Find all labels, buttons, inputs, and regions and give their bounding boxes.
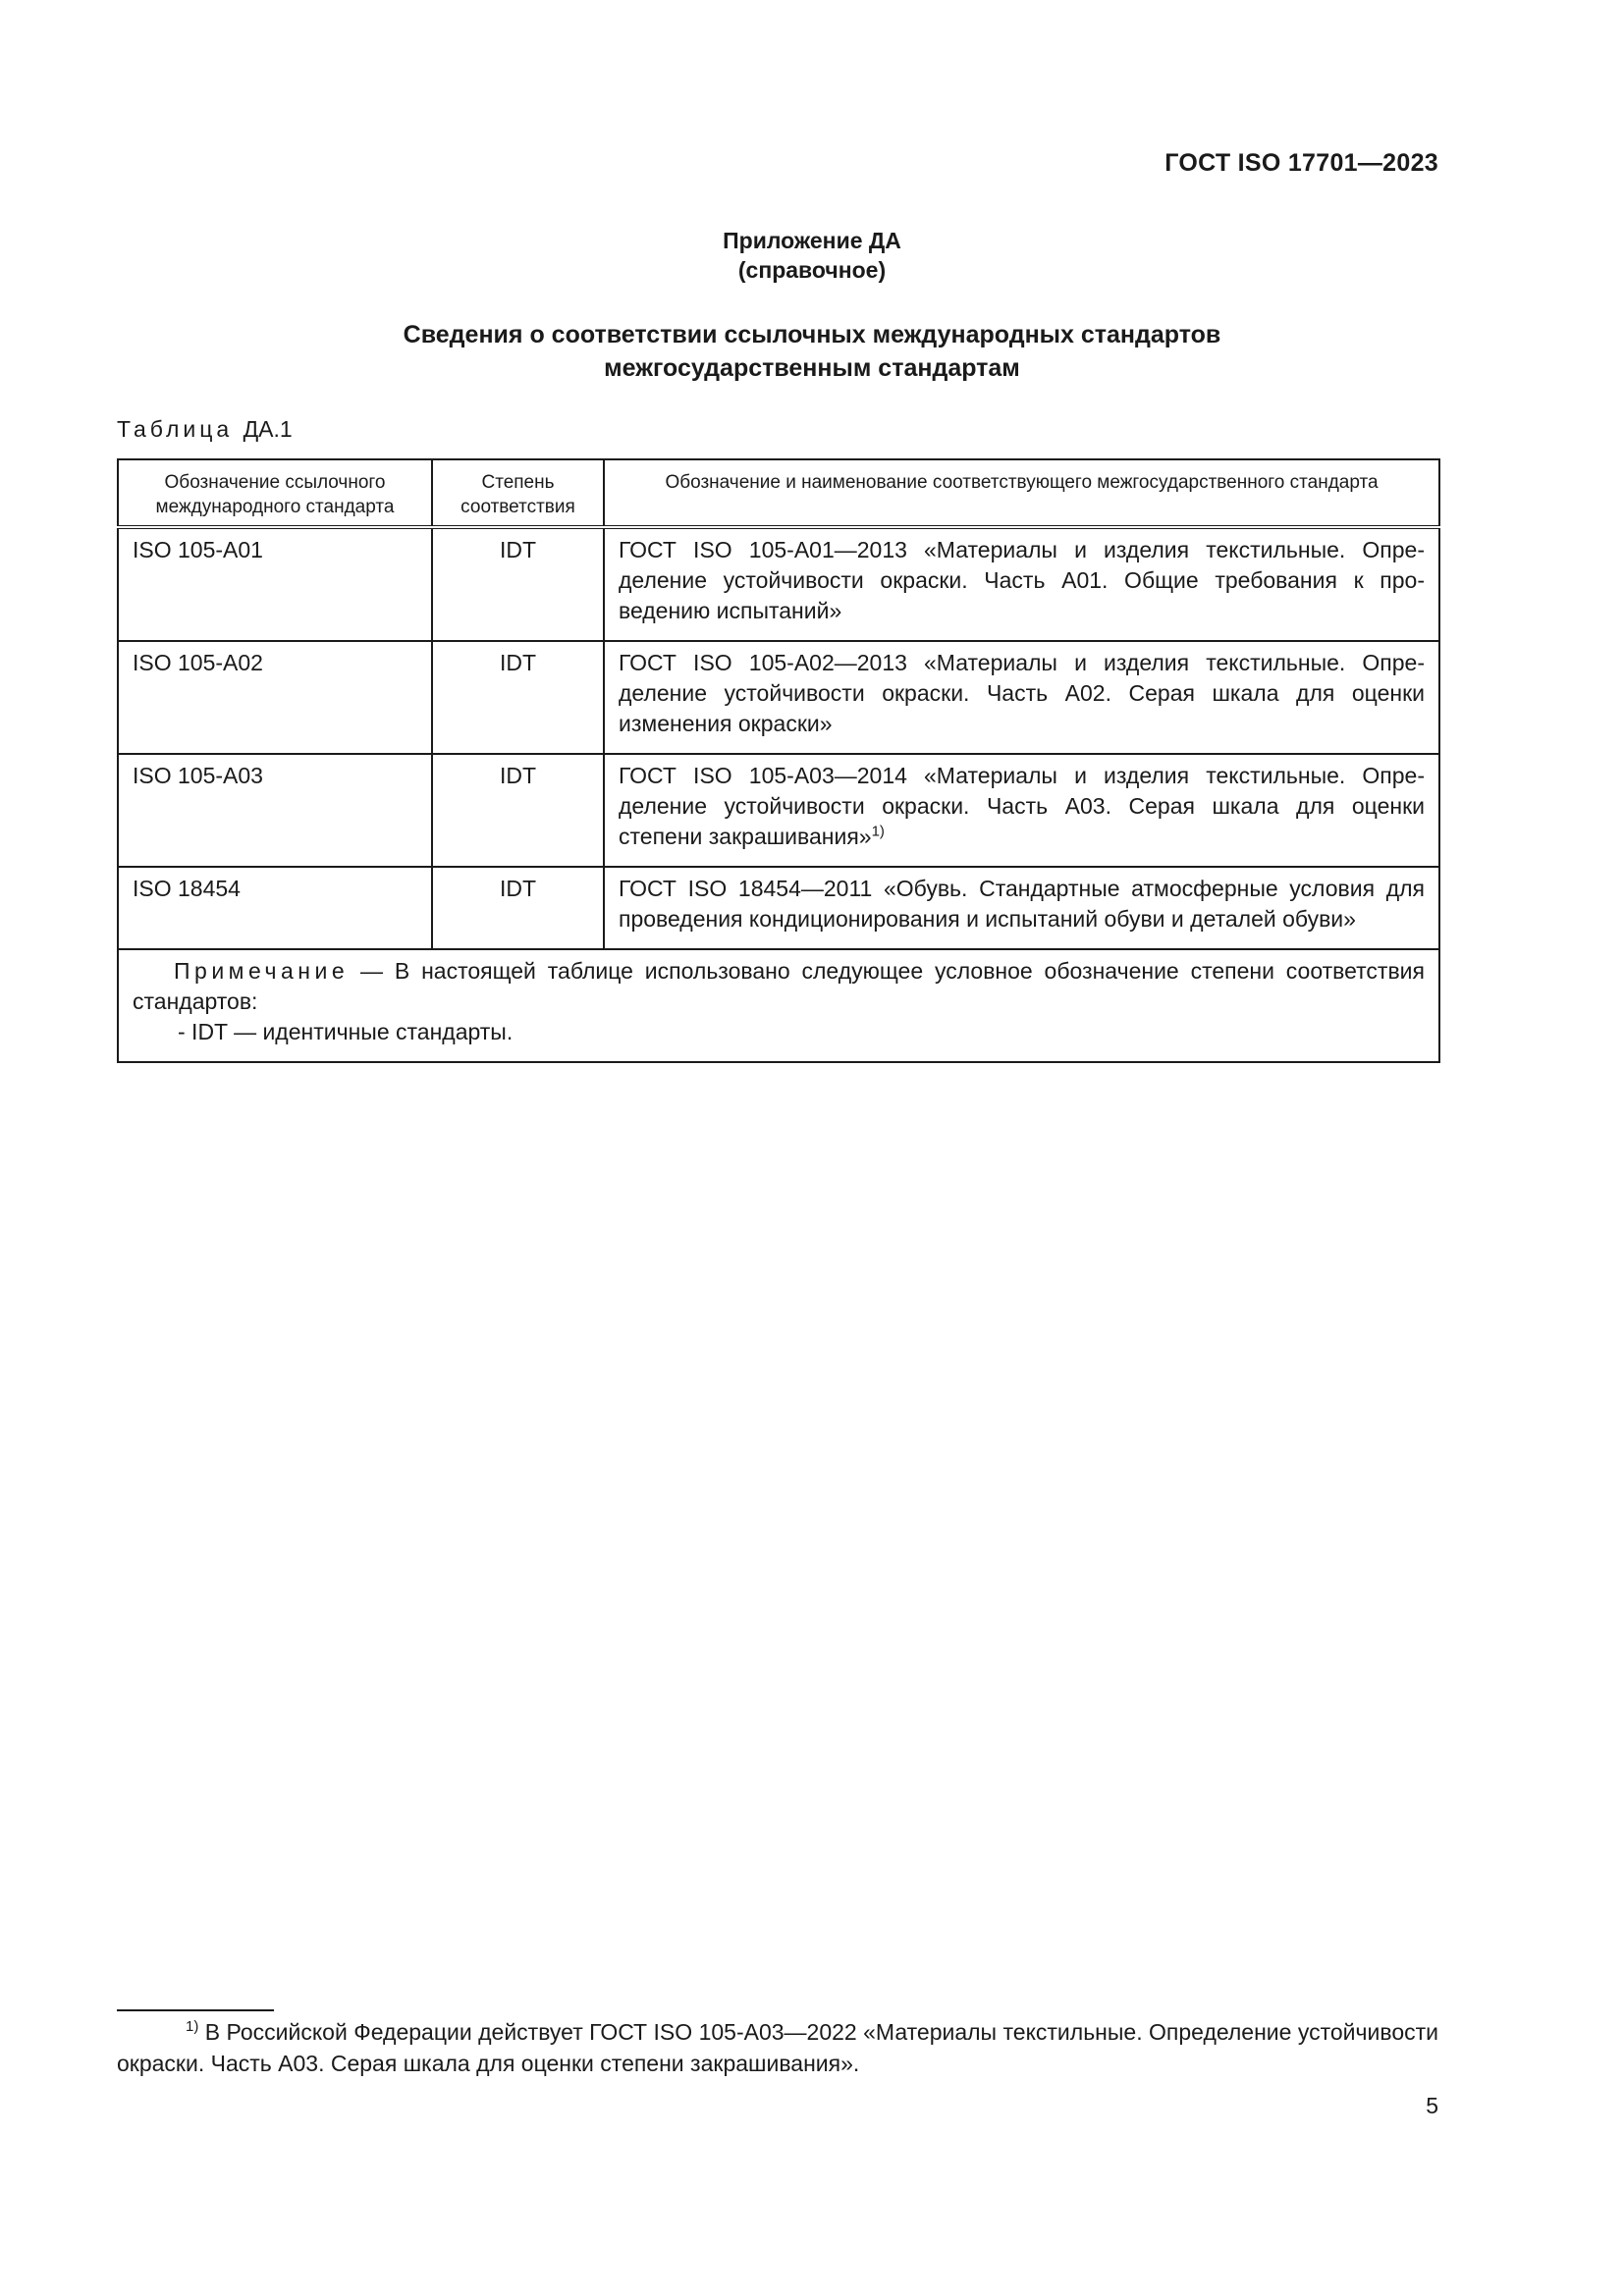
table-row — [118, 641, 1439, 754]
page-number: 5 — [1426, 2093, 1438, 2118]
interstate-standard-text: ГОСТ ISO 18454—2011 «Обувь. Стандартные атмосферные условия для проведения кондиционирования и испытаний обуви и деталей обуви» — [619, 876, 1425, 932]
annex-title: Приложение ДА — [723, 228, 901, 253]
table-row — [118, 527, 1439, 641]
degree-cell: IDT — [432, 641, 604, 754]
interstate-standard-cell — [604, 754, 1439, 867]
interstate-standard-text: ГОСТ ISO 105-A01—2013 «Материалы и изделия текстильные. Определение устойчивости окраски. Часть А01. Общие требования к проведению испытаний» — [619, 537, 1425, 623]
header-degree-of-correspondence: Степень соответствия — [432, 459, 604, 527]
note-label: Примечание — [174, 958, 350, 984]
section-title-line-2: межгосударственным стандартам — [604, 354, 1020, 382]
interstate-standard-cell — [604, 867, 1439, 949]
footnote-reference[interactable]: 1) — [871, 823, 885, 840]
note-text: — В настоящей таблице использовано следующее условное обозначение степени соответствия стандартов: — [133, 958, 1425, 1014]
table-caption — [117, 416, 293, 443]
degree-cell: IDT — [432, 754, 604, 867]
footnote-marker: 1) — [186, 2018, 199, 2036]
standard-code-cell: ISO 105-A02 — [118, 641, 432, 754]
table-caption-number: ДА.1 — [243, 416, 293, 442]
table-row — [118, 867, 1439, 949]
standard-code-cell: ISO 105-A03 — [118, 754, 432, 867]
interstate-standard-text: ГОСТ ISO 105-A02—2013 «Материалы и изделия текстильные. Определение устойчивости окраски. Часть А02. Серая шкала для оценки изменения окраски» — [619, 650, 1425, 736]
table-header-row — [118, 459, 1439, 527]
section-title — [0, 318, 1624, 385]
degree-cell: IDT — [432, 867, 604, 949]
interstate-standard-text: ГОСТ ISO 105-A03—2014 «Материалы и изделия текстильные. Определение устойчивости окраски. Часть А03. Серая шкала для оценки степени закрашивания» — [619, 763, 1425, 849]
standards-correspondence-table — [117, 458, 1440, 1063]
interstate-standard-cell — [604, 641, 1439, 754]
document-code: ГОСТ ISO 17701—2023 — [1164, 149, 1438, 177]
note-item: - IDT — идентичные стандарты. — [178, 1019, 514, 1044]
table-note — [118, 949, 1439, 1062]
section-title-line-1: Сведения о соответствии ссылочных международных стандартов — [403, 321, 1221, 348]
table-row — [118, 754, 1439, 867]
footnote — [117, 2016, 1438, 2079]
table-caption-label: Таблица — [117, 416, 234, 442]
footnote-text: В Российской Федерации действует ГОСТ ISO 105-A03—2022 «Материалы текстильные. Определение устойчивости окраски. Часть А03. Серая шкала для оценки степени закрашивания». — [117, 2019, 1438, 2076]
standard-code-cell: ISO 105-A01 — [118, 527, 432, 641]
annex-heading — [0, 226, 1624, 285]
header-international-standard: Обозначение ссылочного международного стандарта — [118, 459, 432, 527]
annex-subtitle: (справочное) — [737, 257, 887, 283]
header-interstate-standard: Обозначение и наименование соответствующего межгосударственного стандарта — [604, 459, 1439, 527]
table-note-row — [118, 949, 1439, 1062]
interstate-standard-cell — [604, 527, 1439, 641]
standard-code-cell: ISO 18454 — [118, 867, 432, 949]
degree-cell: IDT — [432, 527, 604, 641]
footnote-separator — [117, 2009, 274, 2011]
